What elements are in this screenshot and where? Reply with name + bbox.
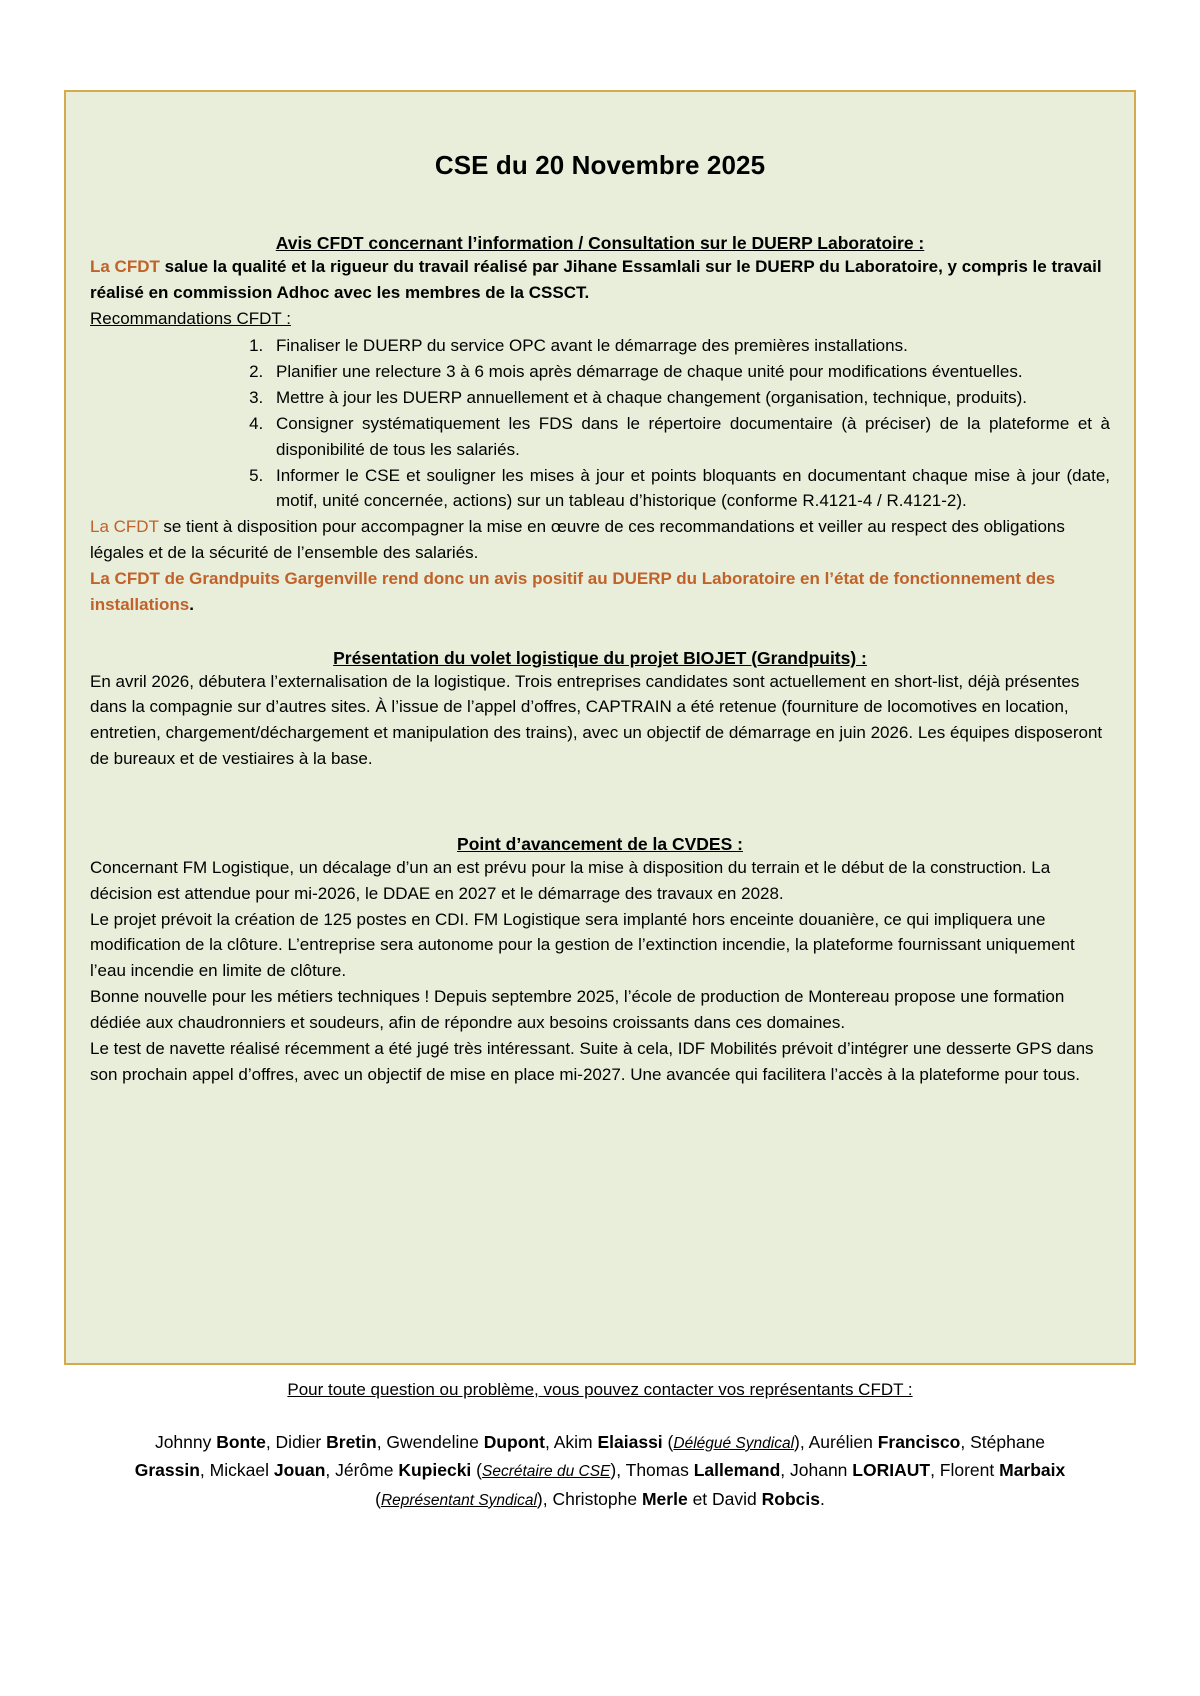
representative-entry — [809, 1432, 971, 1452]
representative-firstname: Aurélien — [808, 1432, 878, 1452]
representative-separator: , — [616, 1460, 626, 1481]
representative-separator: , — [199, 1460, 210, 1481]
representative-lastname: Robcis — [761, 1488, 820, 1509]
representative-lastname: Lallemand — [693, 1460, 781, 1481]
representative-role: Représentant Syndical — [380, 1491, 537, 1509]
representative-entry — [554, 1432, 809, 1452]
representative-separator: , — [799, 1432, 809, 1452]
representative-firstname: Akim — [553, 1432, 598, 1452]
paragraph-cvdes-2: Le projet prévoit la création de 125 postes en CDI. FM Logistique sera implanté hors enceinte douanière, ce qui impliquera une modification de la clôture. L’entreprise sera autonome pour la gestion de l’extinction incendie, la plateforme fournissant uniquement l’eau incendie en limite de clôture. — [90, 909, 1075, 981]
recommendations-list — [90, 333, 1110, 514]
representative-separator: , — [542, 1488, 553, 1509]
representative-firstname: Gwendeline — [386, 1432, 484, 1452]
main-content-box — [64, 90, 1136, 1365]
representative-lastname: Elaiassi — [597, 1432, 663, 1452]
heading-cvdes: Point d’avancement de la CVDES : — [457, 833, 743, 854]
footer — [64, 1380, 1136, 1513]
representative-lastname: Jouan — [273, 1460, 326, 1481]
representative-entry — [712, 1489, 825, 1509]
representative-separator: , — [265, 1432, 276, 1452]
page-title: CSE du 20 Novembre 2025 — [434, 150, 766, 180]
paragraph-navette: Le test de navette réalisé récemment a été jugé très intéressant. Suite à cela, IDF Mobilités prévoit d’intégrer une desserte GPS dans son prochain appel d’offres, avec un objectif de mise en place mi-2027. Une avancée qui facilitera l’accès à la plateforme pour tous. — [90, 1038, 1094, 1084]
representative-separator: , — [780, 1460, 790, 1481]
list-item: 2. Planifier une relecture 3 à 6 mois après démarrage de chaque unité pour modifications éventuelles. — [268, 359, 1110, 385]
representative-separator: , — [325, 1460, 336, 1481]
representative-separator: , — [544, 1432, 554, 1452]
footer-heading: Pour toute question ou problème, vous pouvez contacter vos représentants CFDT : — [287, 1380, 913, 1399]
representative-firstname: Johnny — [154, 1432, 217, 1452]
representative-lastname: LORIAUT — [852, 1460, 931, 1481]
representative-entry — [386, 1432, 553, 1452]
representative-role-open: ( — [662, 1432, 674, 1452]
representative-firstname: Florent — [939, 1460, 1000, 1481]
representative-role: Délégué Syndical — [673, 1435, 795, 1452]
heading-avis-cfdt: Avis CFDT concernant l’information / Consultation sur le DUERP Laboratoire : — [275, 233, 925, 253]
representative-firstname: Jérôme — [335, 1460, 399, 1481]
paragraph-avis-intro-rest: salue la qualité et la rigueur du travail réalisé par Jihane Essamlali sur le DUERP du Laboratoire, y compris le travail réalisé en commission Adhoc avec les membres de la CSSCT. — [90, 257, 1102, 302]
representative-entry — [155, 1432, 276, 1452]
representative-role-open: ( — [471, 1460, 482, 1481]
representative-separator: . — [820, 1488, 825, 1509]
heading-biojet: Présentation du volet logistique du projet BIOJET (Grandpuits) : — [333, 647, 867, 668]
representative-role-close: ) — [610, 1460, 617, 1481]
representative-firstname: Christophe — [552, 1488, 642, 1509]
list-item: 4. Consigner systématiquement les FDS dans le répertoire documentaire (à préciser) de la plateforme et à disponibilité de tous les salariés. — [268, 411, 1110, 463]
paragraph-ecole-production: Bonne nouvelle pour les métiers techniques ! Depuis septembre 2025, l’école de production de Montereau propose une formation dédiée aux chaudronniers et soudeurs, afin de répondre aux besoins croissants dans ces domaines. — [90, 987, 1065, 1032]
representative-firstname: David — [712, 1488, 762, 1509]
representative-role-open: ( — [375, 1488, 381, 1509]
representative-firstname: Mickael — [209, 1460, 274, 1481]
representative-lastname: Merle — [641, 1488, 688, 1509]
representative-entry — [335, 1460, 626, 1480]
list-item: 3. Mettre à jour les DUERP annuellement et à chaque changement (organisation, technique, produits). — [268, 385, 1110, 411]
representative-role-close: ) — [536, 1488, 543, 1509]
cfdt-accent-2: La CFDT — [90, 517, 159, 537]
representative-lastname: Francisco — [877, 1432, 961, 1452]
footer-representatives-list — [64, 1428, 1136, 1513]
representative-entry — [626, 1460, 790, 1480]
representative-role-close: ) — [794, 1432, 800, 1452]
label-recommandations-text: Recommandations CFDT : — [90, 308, 291, 328]
avis-positif-text: La CFDT de Grandpuits Gargenville rend donc un avis positif au DUERP du Laboratoire en l’état de fonctionnement des installations — [90, 568, 1056, 614]
representative-lastname: Dupont — [483, 1432, 545, 1452]
representative-role: Secrétaire du CSE — [482, 1463, 611, 1481]
representative-lastname: Grassin — [134, 1460, 200, 1481]
representative-entry — [552, 1489, 712, 1509]
paragraph-avis-positif — [90, 566, 1110, 618]
list-item: 5. Informer le CSE et souligner les mises à jour et points bloquants en documentant chaque mise à jour (date, motif, unité concernée, actions) sur un tableau d’historique (conforme R.4121-4 / R.4121-2). — [268, 463, 1110, 515]
representative-lastname: Marbaix — [999, 1460, 1066, 1481]
avis-positif-period: . — [189, 594, 194, 614]
representative-firstname: Thomas — [625, 1460, 694, 1481]
representative-firstname: Stéphane — [970, 1432, 1046, 1452]
representative-lastname: Kupiecki — [398, 1460, 472, 1481]
paragraph-disposition — [90, 514, 1110, 566]
paragraph-avis-intro — [90, 254, 1110, 306]
paragraph-cvdes-1: Concernant FM Logistique, un décalage d’un an est prévu pour la mise à disposition du terrain et le début de la construction. La décision est attendue pour mi-2026, le DDAE en 2027 et le démarrage des travaux en 2028. — [90, 857, 1051, 903]
representative-lastname: Bonte — [216, 1432, 266, 1452]
cfdt-accent-1: La CFDT — [90, 257, 160, 276]
representative-entry — [210, 1460, 335, 1480]
representative-separator: , — [376, 1432, 387, 1452]
representative-firstname: Johann — [790, 1460, 853, 1481]
representative-entry — [276, 1432, 387, 1452]
representative-separator: et — [687, 1488, 713, 1509]
paragraph-biojet: En avril 2026, débutera l’externalisation de la logistique. Trois entreprises candidates sont actuellement en short-list, déjà présentes dans la compagnie sur d’autres sites. À l’issue de l’appel d’offres, CAPTRAIN a été retenue (fourniture de locomotives en location, entretien, chargement/déchargement et manipulation des trains), avec un objectif de démarrage en juin 2026. Les équipes disposeront de bureaux et de vestiaires à la base. — [90, 671, 1103, 769]
label-recommandations — [90, 306, 1110, 332]
list-item: 1. Finaliser le DUERP du service OPC avant le démarrage des premières installations. — [268, 333, 1110, 359]
paragraph-disposition-rest: se tient à disposition pour accompagner la mise en œuvre de ces recommandations et veiller au respect des obligations légales et de la sécurité de l’ensemble des salariés. — [90, 517, 1065, 563]
representative-separator: , — [960, 1432, 971, 1452]
representative-entry — [790, 1460, 940, 1480]
representative-firstname: Didier — [275, 1432, 327, 1452]
representative-lastname: Bretin — [326, 1432, 377, 1452]
content-inner — [84, 150, 1116, 1087]
representative-separator: , — [930, 1460, 940, 1481]
